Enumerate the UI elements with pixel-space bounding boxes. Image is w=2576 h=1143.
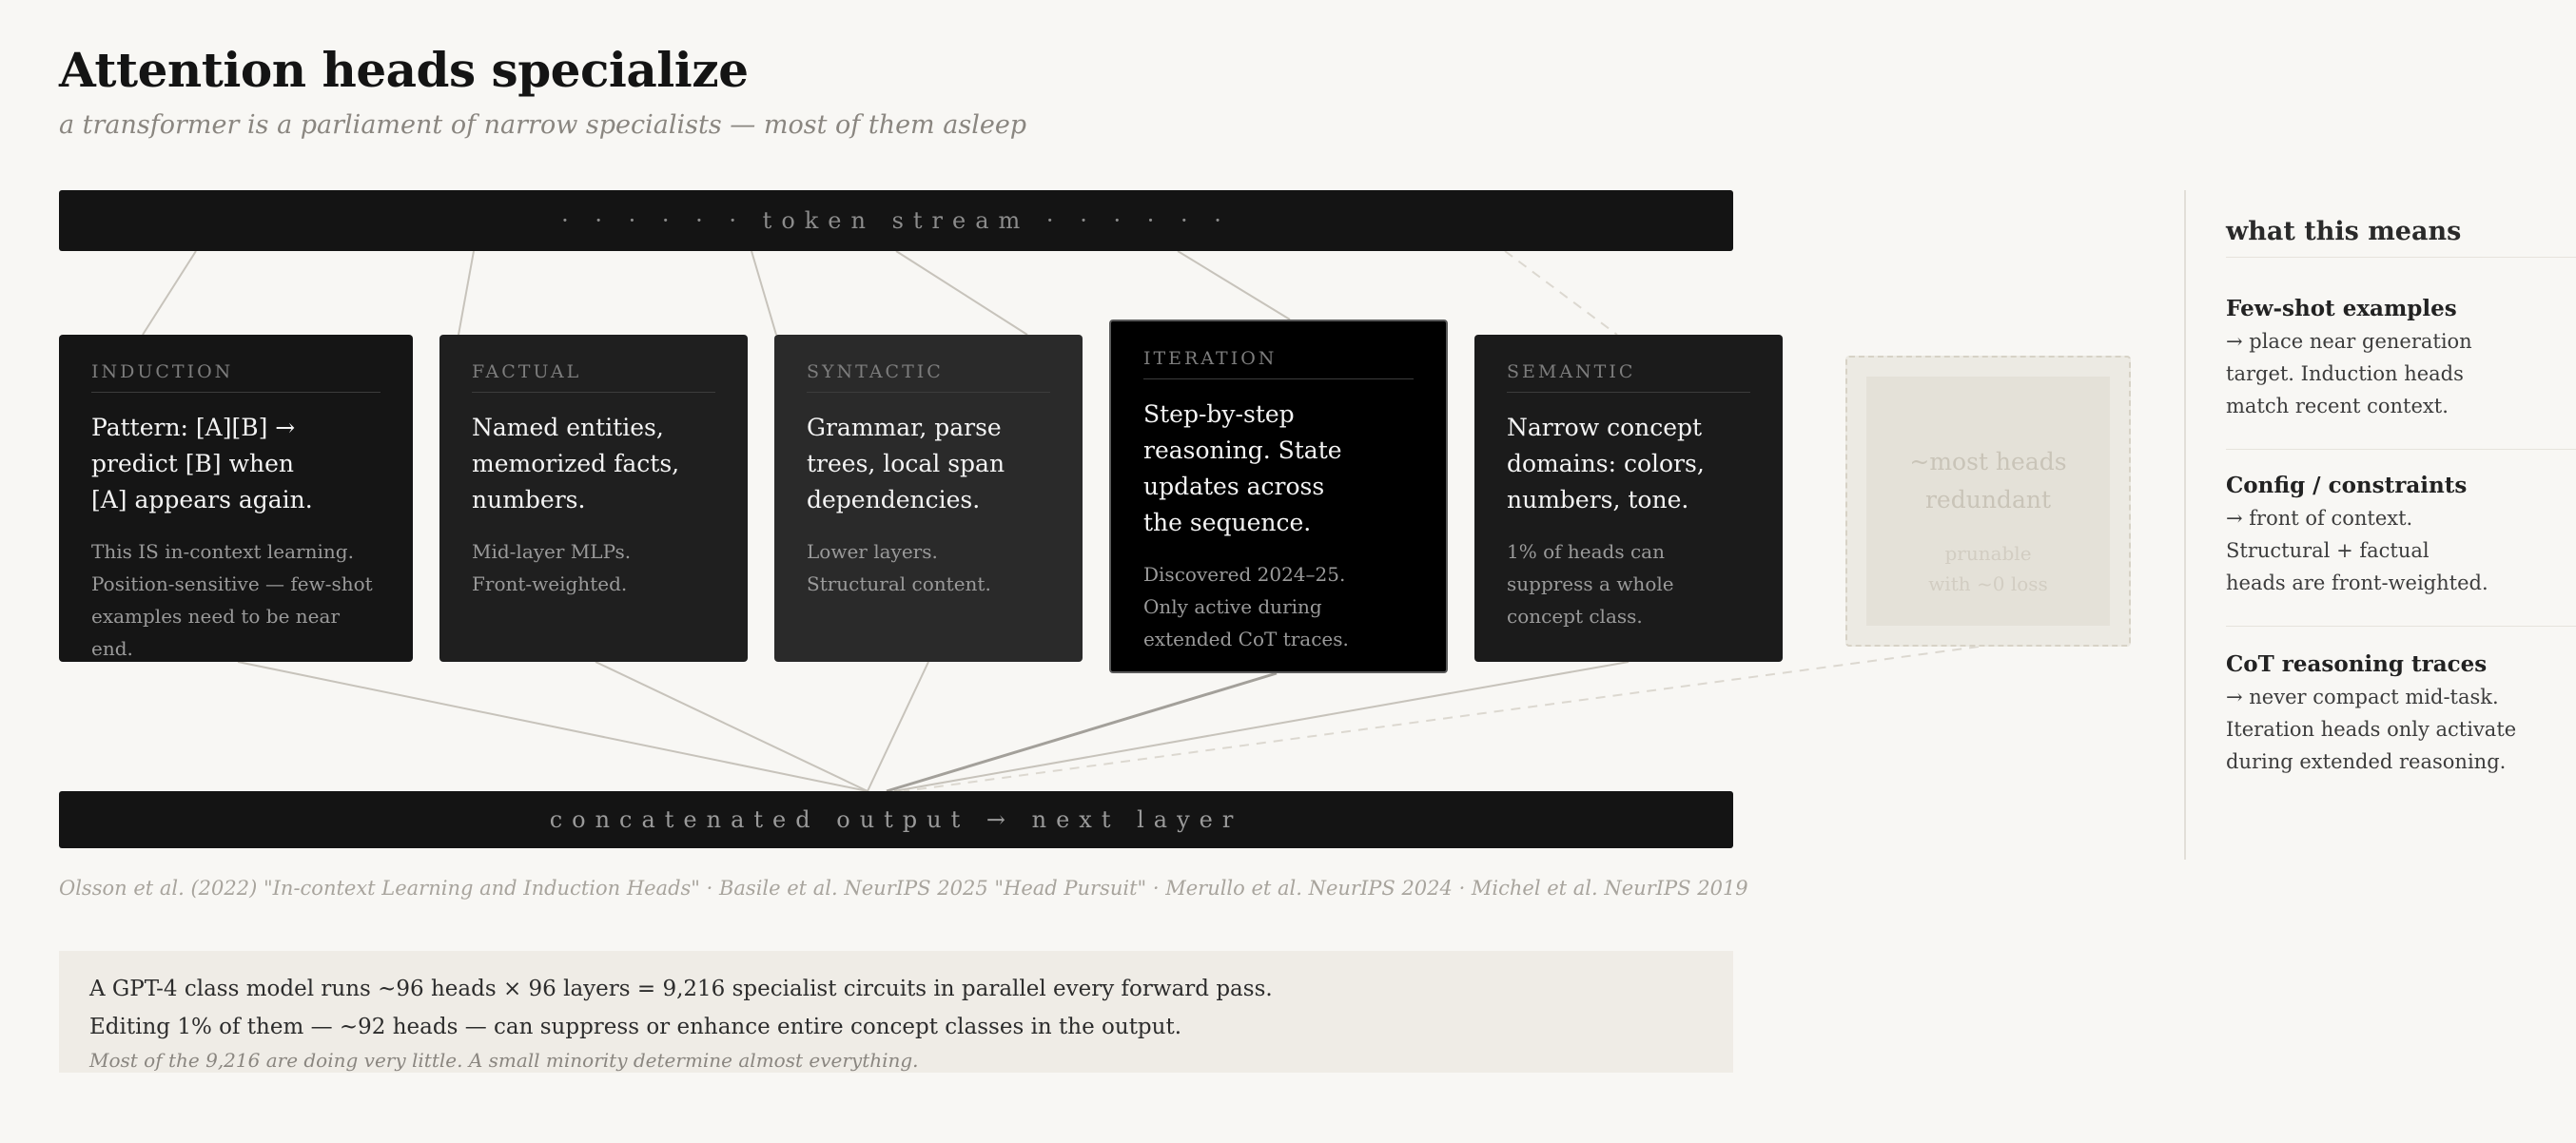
page-title: Attention heads specialize: [59, 42, 749, 98]
output-bar: concatenated output → next layer: [59, 791, 1733, 848]
head-description: Grammar, parse trees, local span dependencies.: [807, 414, 1005, 513]
head-description: Pattern: [A][B] → predict [B] when [A] appears again.: [91, 414, 313, 513]
input-link-redundant: [1505, 251, 1617, 335]
input-link-syntactic: [751, 251, 776, 335]
sidebar-item-line: target. Induction heads: [2226, 362, 2464, 385]
head-category: SEMANTIC: [1507, 361, 1750, 393]
callout-box: [59, 951, 1733, 1073]
head-description: Narrow concept domains: colors, numbers, tone.: [1507, 414, 1705, 513]
input-link-iteration: [1178, 251, 1290, 320]
output-link-induction: [238, 662, 868, 791]
head-note: Mid-layer MLPs. Front-weighted.: [472, 540, 632, 595]
output-link-iteration: [887, 673, 1277, 791]
sidebar-item-line: during extended reasoning.: [2226, 750, 2507, 773]
sidebar-title: what this means: [2226, 217, 2462, 246]
input-link-induction: [143, 251, 196, 335]
head-note: Discovered 2024–25. Only active during extended CoT traces.: [1143, 563, 1349, 650]
redundant-heads-box: [1845, 356, 2131, 647]
input-link-factual: [459, 251, 474, 335]
head-category: SYNTACTIC: [807, 361, 1050, 393]
sidebar-item-line: Structural + factual: [2226, 539, 2430, 562]
head-note: Lower layers. Structural content.: [807, 540, 991, 595]
head-card-semantic: [1474, 335, 1783, 662]
head-category: FACTUAL: [472, 361, 715, 393]
sidebar-item-few-shot: [2226, 293, 2568, 422]
head-card-factual: [439, 335, 748, 662]
input-link-syntactic-2: [896, 251, 1027, 335]
redundant-title: ~most heads redundant: [1909, 448, 2067, 513]
sidebar-divider: [2226, 626, 2576, 627]
sidebar-item-config: [2226, 470, 2568, 599]
sidebar-item-line: Iteration heads only activate: [2226, 718, 2517, 741]
sidebar: [2184, 190, 2576, 860]
head-description: Step-by-step reasoning. State updates across the sequence.: [1143, 400, 1342, 536]
output-link-semantic: [894, 662, 1629, 791]
sidebar-divider: [2226, 257, 2576, 258]
callout-line-3: Most of the 9,216 are doing very little. A small minority determine almost everything.: [89, 1049, 919, 1072]
callout-line-1: A GPT-4 class model runs ~96 heads × 96 layers = 9,216 specialist circuits in parallel every forward pass.: [89, 977, 1273, 1001]
head-description: Named entities, memorized facts, numbers.: [472, 414, 680, 513]
head-note: This IS in-context learning. Position-sensitive — few-shot examples need to be near end.: [91, 540, 373, 660]
head-card-induction: [59, 335, 413, 662]
citation-line: Olsson et al. (2022) "In-context Learning and Induction Heads" · Basile et al. NeurIPS 2025 "Head Pursuit" · Merullo et al. NeurIPS 2024 · Michel et al. NeurIPS 2019: [59, 877, 1748, 900]
page-subtitle: a transformer is a parliament of narrow specialists — most of them asleep: [59, 110, 1027, 140]
head-category: ITERATION: [1143, 348, 1414, 379]
head-category: INDUCTION: [91, 361, 381, 393]
head-card-syntactic: [774, 335, 1083, 662]
head-note: 1% of heads can suppress a whole concept class.: [1507, 540, 1674, 628]
redundant-note: prunable with ~0 loss: [1928, 542, 2048, 595]
sidebar-item-line: → place near generation: [2226, 330, 2472, 353]
output-link-syntactic: [868, 662, 928, 791]
sidebar-divider: [2226, 449, 2576, 450]
sidebar-item-line: match recent context.: [2226, 395, 2449, 417]
head-card-iteration: [1109, 320, 1448, 673]
sidebar-item-heading: Few-shot examples: [2226, 296, 2457, 321]
output-link-factual: [595, 662, 868, 791]
sidebar-item-line: → never compact mid-task.: [2226, 686, 2499, 708]
callout-line-2: Editing 1% of them — ~92 heads — can suppress or enhance entire concept classes in the output.: [89, 1015, 1182, 1039]
sidebar-item-line: → front of context.: [2226, 507, 2413, 530]
token-stream-bar: · · · · · · token stream · · · · · ·: [59, 190, 1733, 251]
sidebar-item-heading: Config / constraints: [2226, 473, 2468, 498]
sidebar-item-heading: CoT reasoning traces: [2226, 651, 2488, 677]
sidebar-item-cot: [2226, 649, 2568, 778]
sidebar-item-line: heads are front-weighted.: [2226, 572, 2488, 594]
